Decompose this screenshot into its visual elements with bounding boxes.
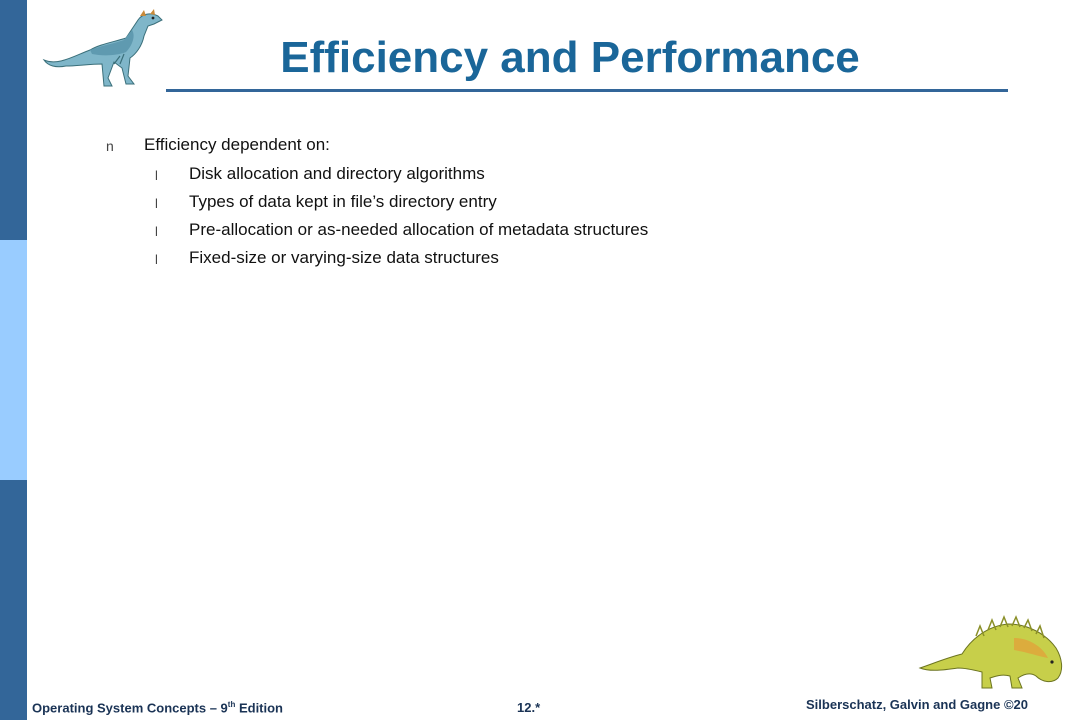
footer-book-title xyxy=(32,700,283,715)
slide-title: Efficiency and Performance xyxy=(280,33,860,82)
left-stripe-bottom xyxy=(0,480,27,720)
sub-bullet-text: Disk allocation and directory algorithms xyxy=(189,164,485,183)
footer-copyright: Silberschatz, Galvin and Gagne ©20 xyxy=(806,697,1028,712)
bullet-text: Efficiency dependent on: xyxy=(144,135,330,154)
sub-bullet-text: Types of data kept in file’s directory entry xyxy=(189,192,497,211)
left-stripe-middle xyxy=(0,240,27,480)
sub-bullet-marker: l xyxy=(155,252,158,267)
title-underline xyxy=(166,89,1008,92)
dinosaur-bottom-icon xyxy=(918,612,1068,692)
sub-bullet-text: Pre-allocation or as-needed allocation of metadata structures xyxy=(189,220,649,239)
bullet-marker: n xyxy=(106,138,114,154)
footer-page-number: 12.* xyxy=(517,700,541,715)
sub-bullet-marker: l xyxy=(155,196,158,211)
sub-bullet-text: Fixed-size or varying-size data structures xyxy=(189,248,499,267)
sub-bullet-marker: l xyxy=(155,168,158,183)
footer-book-prefix: Operating System Concepts – 9 xyxy=(32,700,228,716)
footer-edition-suffix: Edition xyxy=(235,700,284,716)
left-stripe-top xyxy=(0,0,27,240)
sub-bullet-marker: l xyxy=(155,224,158,239)
dinosaur-top-icon xyxy=(40,6,165,90)
footer-edition-superscript: th xyxy=(227,700,236,709)
